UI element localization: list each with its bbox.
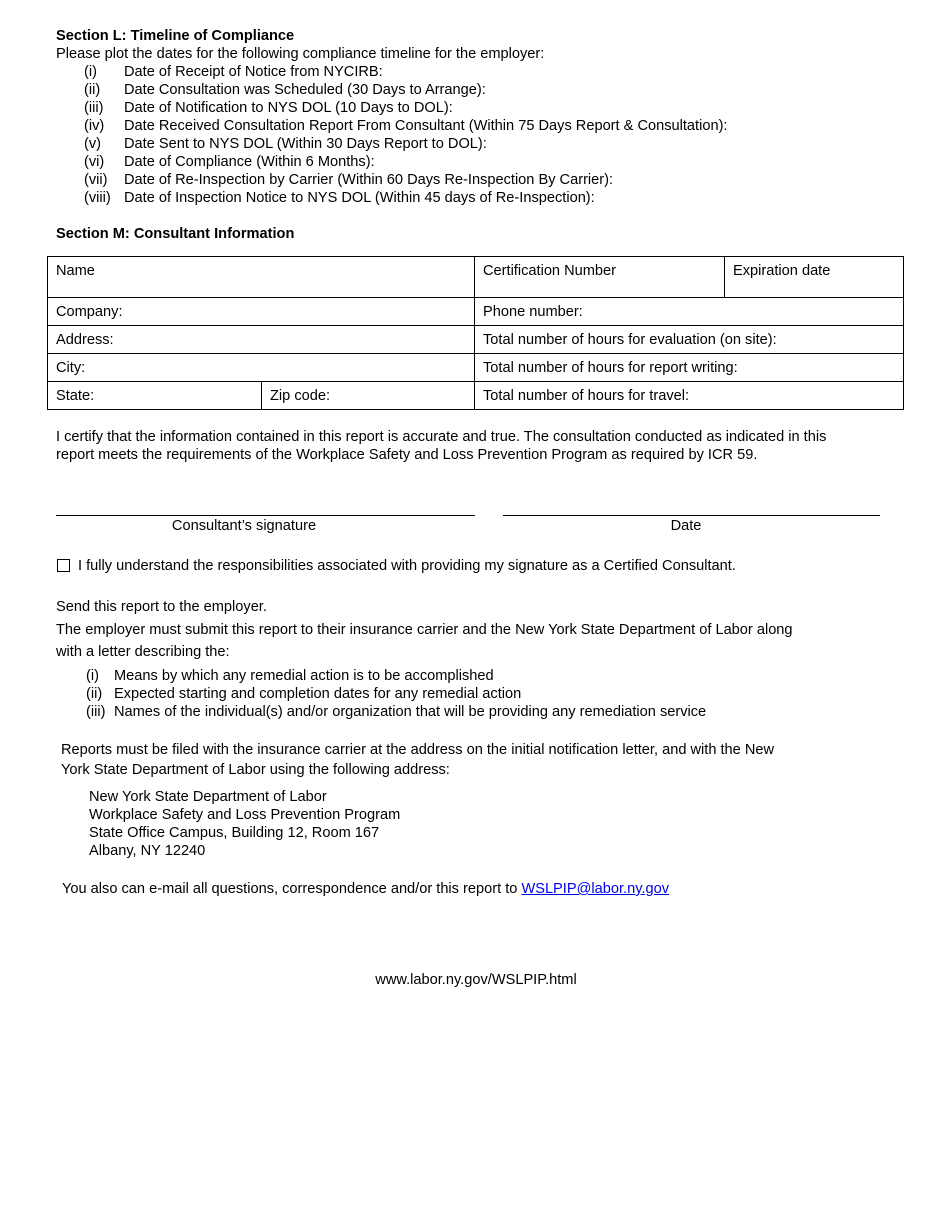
hours-travel-label: Total number of hours for travel: [483,387,690,404]
timeline-item [84,189,595,207]
email-line [62,880,669,898]
item-text: Date of Compliance (Within 6 Months): [124,154,375,170]
name-field[interactable] [48,257,475,298]
consultant-signature-line[interactable] [56,515,475,516]
item-text: Date of Re-Inspection by Carrier (Within 60 Days Re-Inspection By Carrier): [124,172,614,188]
section-l-title: Section L: Timeline of Compliance [56,28,295,44]
item-text: Means by which any remedial action is to be accomplished [114,668,494,684]
hours-evaluation-label: Total number of hours for evaluation (on site): [483,331,777,348]
timeline-item [84,117,727,135]
section-m-title: Section M: Consultant Information [56,226,295,242]
address-label: Address: [56,331,114,348]
address-line-3: State Office Campus, Building 12, Room 167 [89,825,380,841]
filing-line-1: Reports must be filed with the insurance carrier at the address on the initial notification letter, and with the New [61,742,775,758]
footer-url: www.labor.ny.gov/WSLPIP.html [375,972,577,988]
expiration-date-label: Expiration date [733,263,831,279]
certify-line-1: I certify that the information contained in this report is accurate and true. The consultation conducted as indicated in this [56,429,827,445]
name-label: Name [56,263,95,279]
item-number: (ii) [84,82,101,98]
send-instruction: Send this report to the employer. [56,599,267,615]
item-text: Names of the individual(s) and/or organization that will be providing any remediation service [114,704,707,720]
item-text: Date Sent to NYS DOL (Within 30 Days Report to DOL): [124,136,487,152]
timeline-item [84,135,487,153]
certification-number-label: Certification Number [483,263,617,279]
email-prefix: You also can e-mail all questions, correspondence and/or this report to [62,881,522,897]
email-link[interactable]: WSLPIP@labor.ny.gov [521,881,670,897]
address-field[interactable] [48,326,475,354]
phone-number-label: Phone number: [483,303,583,320]
item-text: Date Consultation was Scheduled (30 Days to Arrange): [124,82,486,98]
item-number: (iv) [84,118,105,134]
remedial-item [86,667,494,685]
address-line-1: New York State Department of Labor [89,789,327,805]
submit-line-2: with a letter describing the: [56,644,230,660]
date-label: Date [670,518,702,534]
timeline-item [84,153,375,171]
timeline-item [84,81,486,99]
item-number: (iii) [84,100,104,116]
consultant-signature-label: Consultant’s signature [171,518,317,534]
item-number: (vii) [84,172,108,188]
phone-number-field[interactable] [475,298,904,326]
hours-travel-field[interactable] [475,382,904,410]
item-number: (i) [84,64,97,80]
timeline-item [84,171,613,189]
city-label: City: [56,359,86,376]
item-number: (vi) [84,154,105,170]
item-number: (v) [84,136,102,152]
item-number: (iii) [86,704,106,720]
acknowledge-checkbox[interactable] [57,559,70,572]
timeline-item [84,99,453,117]
consultant-info-table [47,256,904,410]
date-signature-line[interactable] [503,515,880,516]
city-field[interactable] [48,354,475,382]
timeline-item [84,63,383,81]
company-label: Company: [56,303,123,320]
certify-line-2: report meets the requirements of the Workplace Safety and Loss Prevention Program as required by ICR 59. [56,447,758,463]
item-number: (viii) [84,190,111,206]
item-number: (ii) [86,686,103,702]
item-text: Date Received Consultation Report From Consultant (Within 75 Days Report & Consultation): [124,118,728,134]
hours-report-writing-label: Total number of hours for report writing: [483,359,738,376]
item-text: Date of Receipt of Notice from NYCIRB: [124,64,383,80]
certification-number-field[interactable] [475,257,725,298]
remedial-item [86,703,706,721]
item-text: Date of Inspection Notice to NYS DOL (Within 45 days of Re-Inspection): [124,190,595,206]
filing-line-2: York State Department of Labor using the following address: [61,762,450,778]
zip-code-field[interactable] [262,382,475,410]
zip-code-label: Zip code: [270,387,331,404]
hours-evaluation-field[interactable] [475,326,904,354]
hours-report-writing-field[interactable] [475,354,904,382]
state-field[interactable] [48,382,262,410]
section-l-intro: Please plot the dates for the following compliance timeline for the employer: [56,46,545,62]
address-line-2: Workplace Safety and Loss Prevention Program [89,807,401,823]
expiration-date-field[interactable] [725,257,904,298]
item-text: Date of Notification to NYS DOL (10 Days to DOL): [124,100,453,116]
company-field[interactable] [48,298,475,326]
state-label: State: [56,387,95,404]
address-line-4: Albany, NY 12240 [89,843,206,859]
item-text: Expected starting and completion dates for any remedial action [114,686,522,702]
acknowledge-text: I fully understand the responsibilities associated with providing my signature as a Certified Consultant. [78,558,736,574]
item-number: (i) [86,668,99,684]
remedial-item [86,685,521,703]
submit-line-1: The employer must submit this report to their insurance carrier and the New York State Department of Labor along [56,622,793,638]
